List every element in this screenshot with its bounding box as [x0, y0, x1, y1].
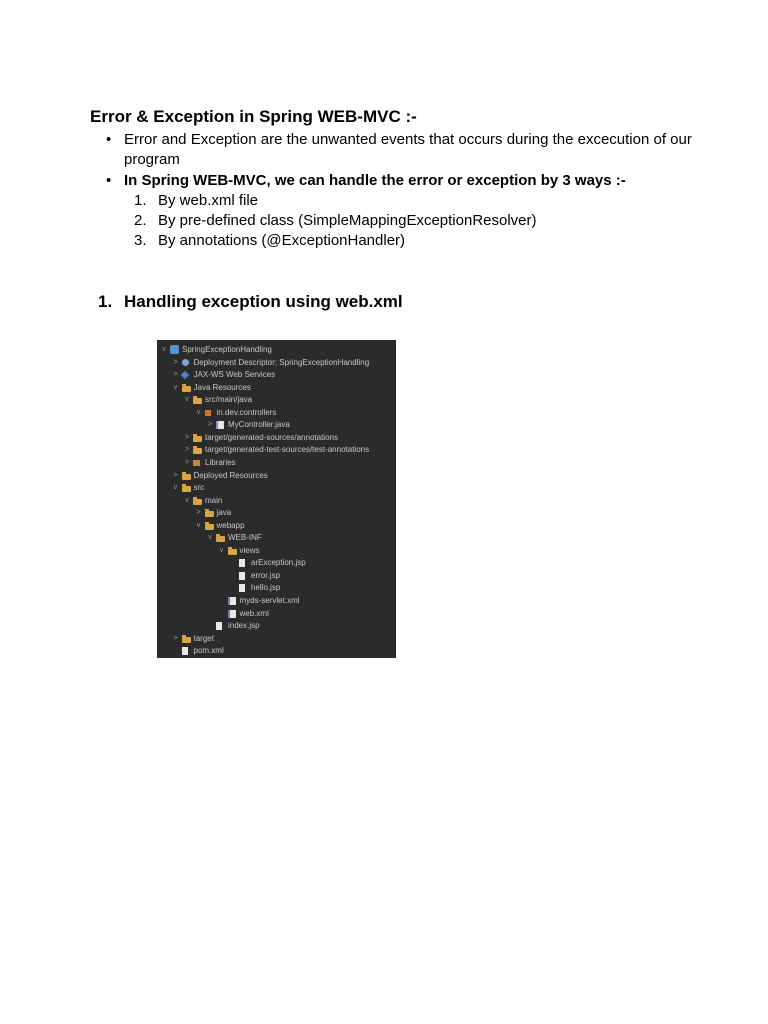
tree-row-label: src: [193, 483, 205, 493]
chevron-down-icon[interactable]: v: [185, 496, 189, 504]
chevron-down-icon[interactable]: v: [196, 521, 201, 529]
chevron-down-icon[interactable]: v: [173, 484, 178, 492]
tree-row-label: Libraries: [205, 457, 236, 467]
folder-icon: [216, 536, 225, 542]
way-number: 1.: [134, 192, 147, 209]
bullet-marker: •: [106, 131, 112, 148]
chevron-right-icon[interactable]: >: [173, 634, 178, 642]
page-heading: Error & Exception in Spring WEB-MVC :-: [90, 107, 417, 126]
web-services-icon: [180, 371, 188, 379]
tree-row[interactable]: [157, 582, 396, 594]
tree-row[interactable]: [157, 357, 396, 369]
tree-row-label: myds-servlet.xml: [239, 596, 300, 605]
chevron-right-icon[interactable]: >: [173, 358, 178, 366]
tree-row[interactable]: [157, 419, 396, 431]
file-icon: [239, 559, 245, 567]
tree-row-label: web.xml: [239, 608, 269, 618]
tree-row[interactable]: [157, 620, 396, 632]
folder-icon: [205, 524, 214, 530]
tree-row-label: MyController.java: [228, 420, 290, 430]
tree-row[interactable]: [157, 432, 396, 444]
tree-row-label: JAX-WS Web Services: [193, 370, 276, 380]
tree-row-label: WEB-INF: [228, 533, 262, 543]
tree-row-label: in.dev.controllers: [216, 407, 277, 417]
project-icon: [170, 345, 179, 354]
tree-row-label: pom.xml: [193, 646, 224, 656]
folder-icon: [182, 386, 191, 392]
tree-row-label: index.jsp: [228, 621, 260, 631]
tree-row[interactable]: [157, 532, 396, 544]
bullet-text-bold: In Spring WEB-MVC, we can handle the error or exception by 3 ways :-: [124, 172, 626, 189]
chevron-right-icon[interactable]: >: [184, 458, 190, 466]
tree-row[interactable]: [157, 520, 396, 532]
tree-row-label: Deployment Descriptor: SpringExceptionHandling: [193, 357, 370, 367]
folder-icon: [182, 486, 191, 492]
tree-row-label: arException.jsp: [251, 558, 306, 568]
xml-file-icon: [228, 597, 236, 605]
section-title: Handling exception using web.xml: [124, 292, 403, 311]
library-icon: [193, 460, 200, 466]
tree-row[interactable]: [157, 382, 396, 394]
chevron-down-icon[interactable]: v: [219, 546, 224, 554]
chevron-right-icon[interactable]: >: [173, 371, 178, 379]
chevron-right-icon[interactable]: >: [207, 421, 213, 429]
tree-row[interactable]: [157, 495, 396, 507]
folder-icon: [193, 499, 202, 505]
xml-file-icon: [228, 610, 236, 618]
chevron-down-icon[interactable]: v: [196, 408, 201, 416]
folder-icon: [193, 398, 202, 404]
chevron-right-icon[interactable]: >: [196, 509, 201, 517]
bullet-text-line: Error and Exception are the unwanted events that occurs during the excecution of our: [124, 131, 692, 148]
tree-row-label: Java Resources: [193, 382, 251, 392]
project-explorer-tree: [157, 340, 396, 658]
chevron-down-icon[interactable]: v: [185, 396, 189, 404]
bullet-marker: •: [106, 172, 112, 189]
chevron-right-icon[interactable]: >: [173, 471, 178, 479]
way-number: 3.: [134, 232, 147, 249]
chevron-down-icon[interactable]: v: [162, 346, 166, 353]
tree-row[interactable]: [157, 457, 396, 469]
tree-row-label: webapp: [216, 520, 245, 530]
bullet-text-line: program: [124, 151, 180, 168]
tree-row[interactable]: [157, 570, 396, 582]
tree-row[interactable]: [157, 344, 396, 356]
tree-row[interactable]: [157, 470, 396, 482]
folder-icon: [193, 436, 202, 442]
tree-row[interactable]: [157, 482, 396, 494]
tree-row-label: src/main/java: [205, 395, 253, 405]
folder-icon: [205, 511, 214, 517]
way-number: 2.: [134, 212, 147, 229]
tree-row-label: main: [205, 495, 223, 505]
tree-row-label: SpringExceptionHandling: [182, 345, 272, 354]
tree-row[interactable]: [157, 645, 396, 657]
file-icon: [239, 584, 245, 592]
folder-icon: [228, 549, 237, 555]
file-icon: [216, 622, 222, 630]
chevron-down-icon[interactable]: v: [173, 383, 178, 391]
tree-row-label: target/generated-sources/annotations: [205, 432, 338, 442]
tree-row[interactable]: [157, 608, 396, 620]
chevron-down-icon[interactable]: v: [208, 534, 212, 542]
deployment-descriptor-icon: [182, 359, 189, 366]
way-text: By web.xml file: [158, 192, 259, 209]
tree-row-label: hello.jsp: [251, 583, 281, 593]
way-text: By pre-defined class (SimpleMappingExceptionResolver): [158, 212, 537, 229]
tree-row[interactable]: [157, 633, 396, 645]
tree-row-label: target: [193, 633, 214, 643]
file-icon: [182, 647, 188, 655]
tree-row[interactable]: [157, 557, 396, 569]
tree-row[interactable]: [157, 595, 396, 607]
folder-icon: [182, 637, 191, 643]
tree-row[interactable]: [157, 444, 396, 456]
tree-row[interactable]: [157, 407, 396, 419]
section-number: 1.: [98, 292, 113, 311]
tree-row[interactable]: [157, 394, 396, 406]
folder-icon: [182, 474, 191, 480]
java-file-icon: [216, 421, 224, 429]
tree-row[interactable]: [157, 507, 396, 519]
tree-row-label: views: [239, 545, 260, 555]
folder-icon: [193, 448, 202, 454]
tree-row-label: java: [216, 508, 232, 518]
chevron-right-icon[interactable]: >: [184, 433, 190, 441]
file-icon: [239, 572, 245, 580]
tree-row[interactable]: [157, 369, 396, 381]
tree-row-label: error.jsp: [251, 570, 280, 580]
tree-row[interactable]: [157, 545, 396, 557]
package-icon: [205, 410, 211, 416]
way-text: By annotations (@ExceptionHandler): [158, 232, 406, 249]
tree-row-label: target/generated-test-sources/test-annotations: [205, 445, 370, 455]
chevron-right-icon[interactable]: >: [184, 446, 190, 454]
tree-row-label: Deployed Resources: [193, 470, 268, 480]
